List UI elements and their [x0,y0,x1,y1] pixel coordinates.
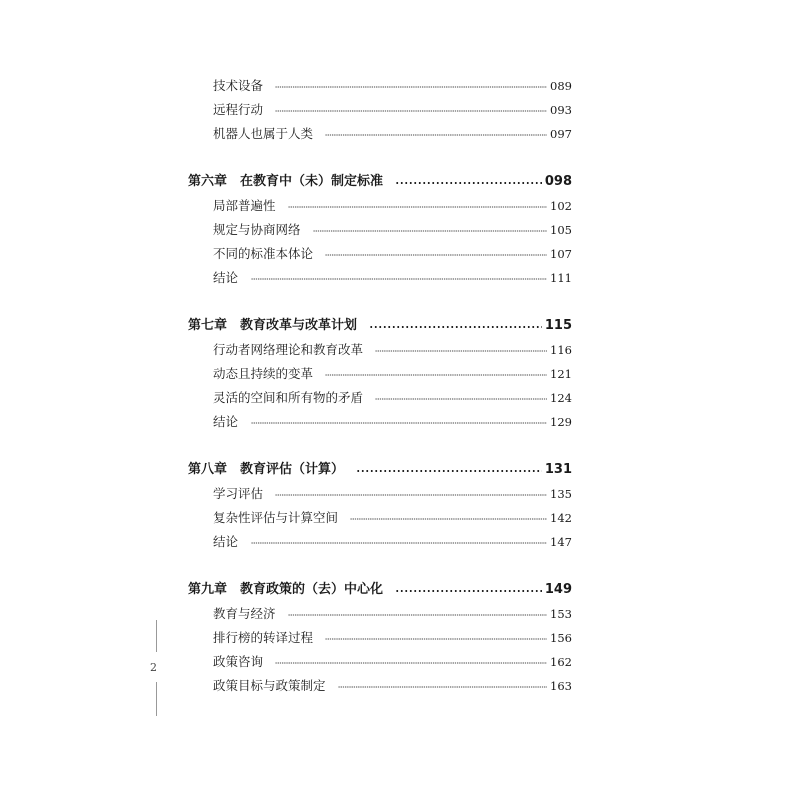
toc-section-row [0,530,800,554]
dot-leader [313,230,548,232]
dot-leader [325,134,547,136]
dot-leader [275,662,547,664]
page-number: 149 [544,582,572,597]
margin-rule-upper [156,620,157,652]
page-number: 156 [550,631,572,645]
dot-leader [395,182,542,184]
toc-section-row [0,650,800,674]
toc-section-row [0,506,800,530]
dot-leader [356,470,542,472]
page-number: 098 [544,174,572,189]
toc-section-row [0,74,800,98]
chapter-title: 第六章 在教育中（未）制定标准 [188,170,383,194]
folio-page-number: 2 [150,661,157,674]
page-number: 089 [550,79,572,93]
dot-leader [325,254,547,256]
toc-section-row [0,362,800,386]
section-title: 行动者网络理论和教育改革 [213,338,363,362]
section-title: 政策咨询 [213,650,263,674]
dot-leader [375,350,547,352]
section-title: 结论 [213,410,238,434]
page-number: 097 [550,127,572,141]
dot-leader [251,422,547,424]
page-number: 115 [544,318,572,333]
dot-leader [325,638,547,640]
section-title: 机器人也属于人类 [213,122,313,146]
chapter-title: 第八章 教育评估（计算） [188,458,344,482]
section-title: 学习评估 [213,482,263,506]
page-number: 147 [550,535,572,549]
dot-leader [369,326,542,328]
chapter-title: 第九章 教育政策的（去）中心化 [188,578,383,602]
dot-leader [395,590,542,592]
section-title: 局部普遍性 [213,194,276,218]
dot-leader [350,518,547,520]
toc-section-row [0,266,800,290]
toc-section-row [0,386,800,410]
toc-section-row [0,674,800,698]
chapter-title: 第七章 教育改革与改革计划 [188,314,357,338]
dot-leader [251,278,547,280]
page-number: 111 [550,271,572,285]
section-title: 不同的标准本体论 [213,242,313,266]
page-number: 105 [550,223,572,237]
section-title: 教育与经济 [213,602,276,626]
dot-leader [275,494,547,496]
page-number: 163 [550,679,572,693]
toc-chapter-row [0,578,800,602]
page-number: 116 [550,343,572,357]
toc-section-row [0,602,800,626]
section-title: 复杂性评估与计算空间 [213,506,338,530]
dot-leader [275,86,547,88]
section-title: 动态且持续的变革 [213,362,313,386]
toc-section-row [0,626,800,650]
page-number: 131 [544,462,572,477]
section-title: 远程行动 [213,98,263,122]
toc-section-row [0,338,800,362]
section-title: 灵活的空间和所有物的矛盾 [213,386,363,410]
section-title: 政策目标与政策制定 [213,674,326,698]
section-title: 结论 [213,266,238,290]
page-number: 129 [550,415,572,429]
toc-section-row [0,194,800,218]
page-number: 121 [550,367,572,381]
page-number: 162 [550,655,572,669]
page-number: 107 [550,247,572,261]
toc-section-row [0,482,800,506]
page-number: 124 [550,391,572,405]
page-number: 093 [550,103,572,117]
page-number: 142 [550,511,572,525]
page-number: 102 [550,199,572,213]
toc-chapter-row [0,458,800,482]
dot-leader [288,206,548,208]
toc-section-row [0,122,800,146]
toc-section-row [0,218,800,242]
section-title: 规定与协商网络 [213,218,301,242]
toc-section-row [0,98,800,122]
section-title: 排行榜的转译过程 [213,626,313,650]
toc-section-row [0,410,800,434]
dot-leader [338,686,548,688]
toc-chapter-row [0,314,800,338]
dot-leader [288,614,548,616]
margin-rule-lower [156,682,157,716]
dot-leader [325,374,547,376]
dot-leader [251,542,547,544]
toc-chapter-row [0,170,800,194]
dot-leader [375,398,547,400]
section-title: 结论 [213,530,238,554]
page-number: 153 [550,607,572,621]
section-title: 技术设备 [213,74,263,98]
page-number: 135 [550,487,572,501]
dot-leader [275,110,547,112]
toc-section-row [0,242,800,266]
